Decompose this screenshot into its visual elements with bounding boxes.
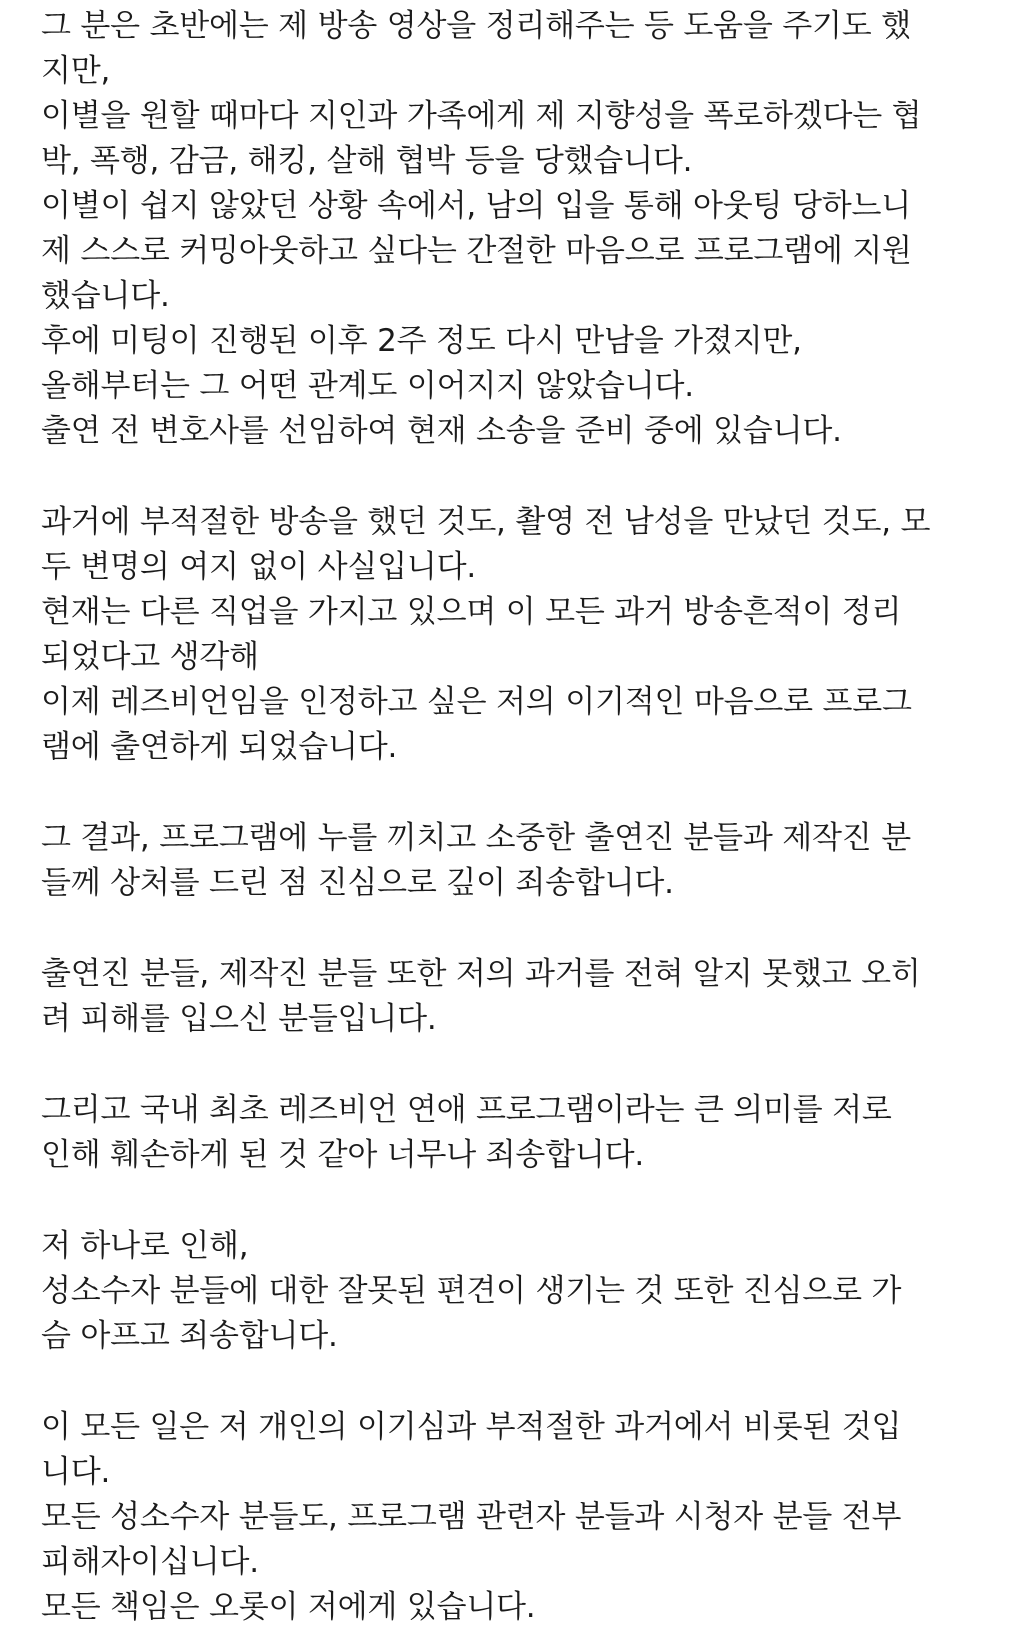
text-line: 두 변명의 여지 없이 사실입니다. — [41, 549, 476, 585]
text-line: 지만, — [41, 53, 111, 89]
text-line: 제 스스로 커밍아웃하고 싶다는 간절한 마음으로 프로그램에 지원 — [41, 233, 912, 269]
paragraph-spacer — [41, 1178, 964, 1224]
paragraph — [41, 4, 964, 454]
text-line: 이별을 원할 때마다 지인과 가족에게 제 지향성을 폭로하겠다는 협 — [41, 98, 922, 134]
paragraph-spacer — [41, 1042, 964, 1088]
paragraph-spacer — [41, 454, 964, 500]
text-line: 려 피해를 입으신 분들입니다. — [41, 1001, 437, 1037]
text-line: 모든 책임은 오롯이 저에게 있습니다. — [41, 1589, 536, 1625]
text-line: 후에 미팅이 진행된 이후 2주 정도 다시 만남을 가졌지만, — [41, 323, 802, 359]
text-line: 했습니다. — [41, 278, 170, 314]
text-line: 그 분은 초반에는 제 방송 영상을 정리해주는 등 도움을 주기도 했 — [41, 8, 911, 44]
text-line: 저 하나로 인해, — [41, 1228, 249, 1264]
paragraph — [41, 816, 964, 906]
text-line: 이제 레즈비언임을 인정하고 싶은 저의 이기적인 마음으로 프로그 — [41, 684, 912, 720]
paragraph-spacer — [41, 770, 964, 816]
text-line: 슴 아프고 죄송합니다. — [41, 1318, 338, 1354]
paragraph — [41, 1224, 964, 1359]
text-line: 그 결과, 프로그램에 누를 끼치고 소중한 출연진 분들과 제작진 분 — [41, 820, 911, 856]
text-line: 되었다고 생각해 — [41, 639, 259, 675]
text-line: 램에 출연하게 되었습니다. — [41, 729, 398, 765]
text-line: 니다. — [41, 1454, 111, 1490]
text-line: 그리고 국내 최초 레즈비언 연애 프로그램이라는 큰 의미를 저로 — [41, 1092, 892, 1128]
paragraph-spacer — [41, 1359, 964, 1405]
text-line: 피해자이십니다. — [41, 1544, 259, 1580]
paragraph — [41, 1405, 964, 1630]
paragraph — [41, 500, 964, 770]
paragraph-spacer — [41, 906, 964, 952]
text-line: 이 모든 일은 저 개인의 이기심과 부적절한 과거에서 비롯된 것입 — [41, 1409, 902, 1445]
text-line: 인해 훼손하게 된 것 같아 너무나 죄송합니다. — [41, 1137, 645, 1173]
text-line: 과거에 부적절한 방송을 했던 것도, 촬영 전 남성을 만났던 것도, 모 — [41, 504, 931, 540]
text-line: 현재는 다른 직업을 가지고 있으며 이 모든 과거 방송흔적이 정리 — [41, 594, 902, 630]
paragraph — [41, 952, 964, 1042]
text-line: 박, 폭행, 감금, 해킹, 살해 협박 등을 당했습니다. — [41, 143, 693, 179]
text-line: 들께 상처를 드린 점 진심으로 깊이 죄송합니다. — [41, 865, 674, 901]
text-line: 이별이 쉽지 않았던 상황 속에서, 남의 입을 통해 아웃팅 당하느니 — [41, 188, 911, 224]
text-line: 출연 전 변호사를 선임하여 현재 소송을 준비 중에 있습니다. — [41, 413, 842, 449]
text-line: 올해부터는 그 어떤 관계도 이어지지 않았습니다. — [41, 368, 694, 404]
text-line: 성소수자 분들에 대한 잘못된 편견이 생기는 것 또한 진심으로 가 — [41, 1273, 902, 1309]
text-line: 출연진 분들, 제작진 분들 또한 저의 과거를 전혀 알지 못했고 오히 — [41, 956, 921, 992]
text-line: 모든 성소수자 분들도, 프로그램 관련자 분들과 시청자 분들 전부 — [41, 1499, 902, 1535]
paragraph — [41, 1088, 964, 1178]
